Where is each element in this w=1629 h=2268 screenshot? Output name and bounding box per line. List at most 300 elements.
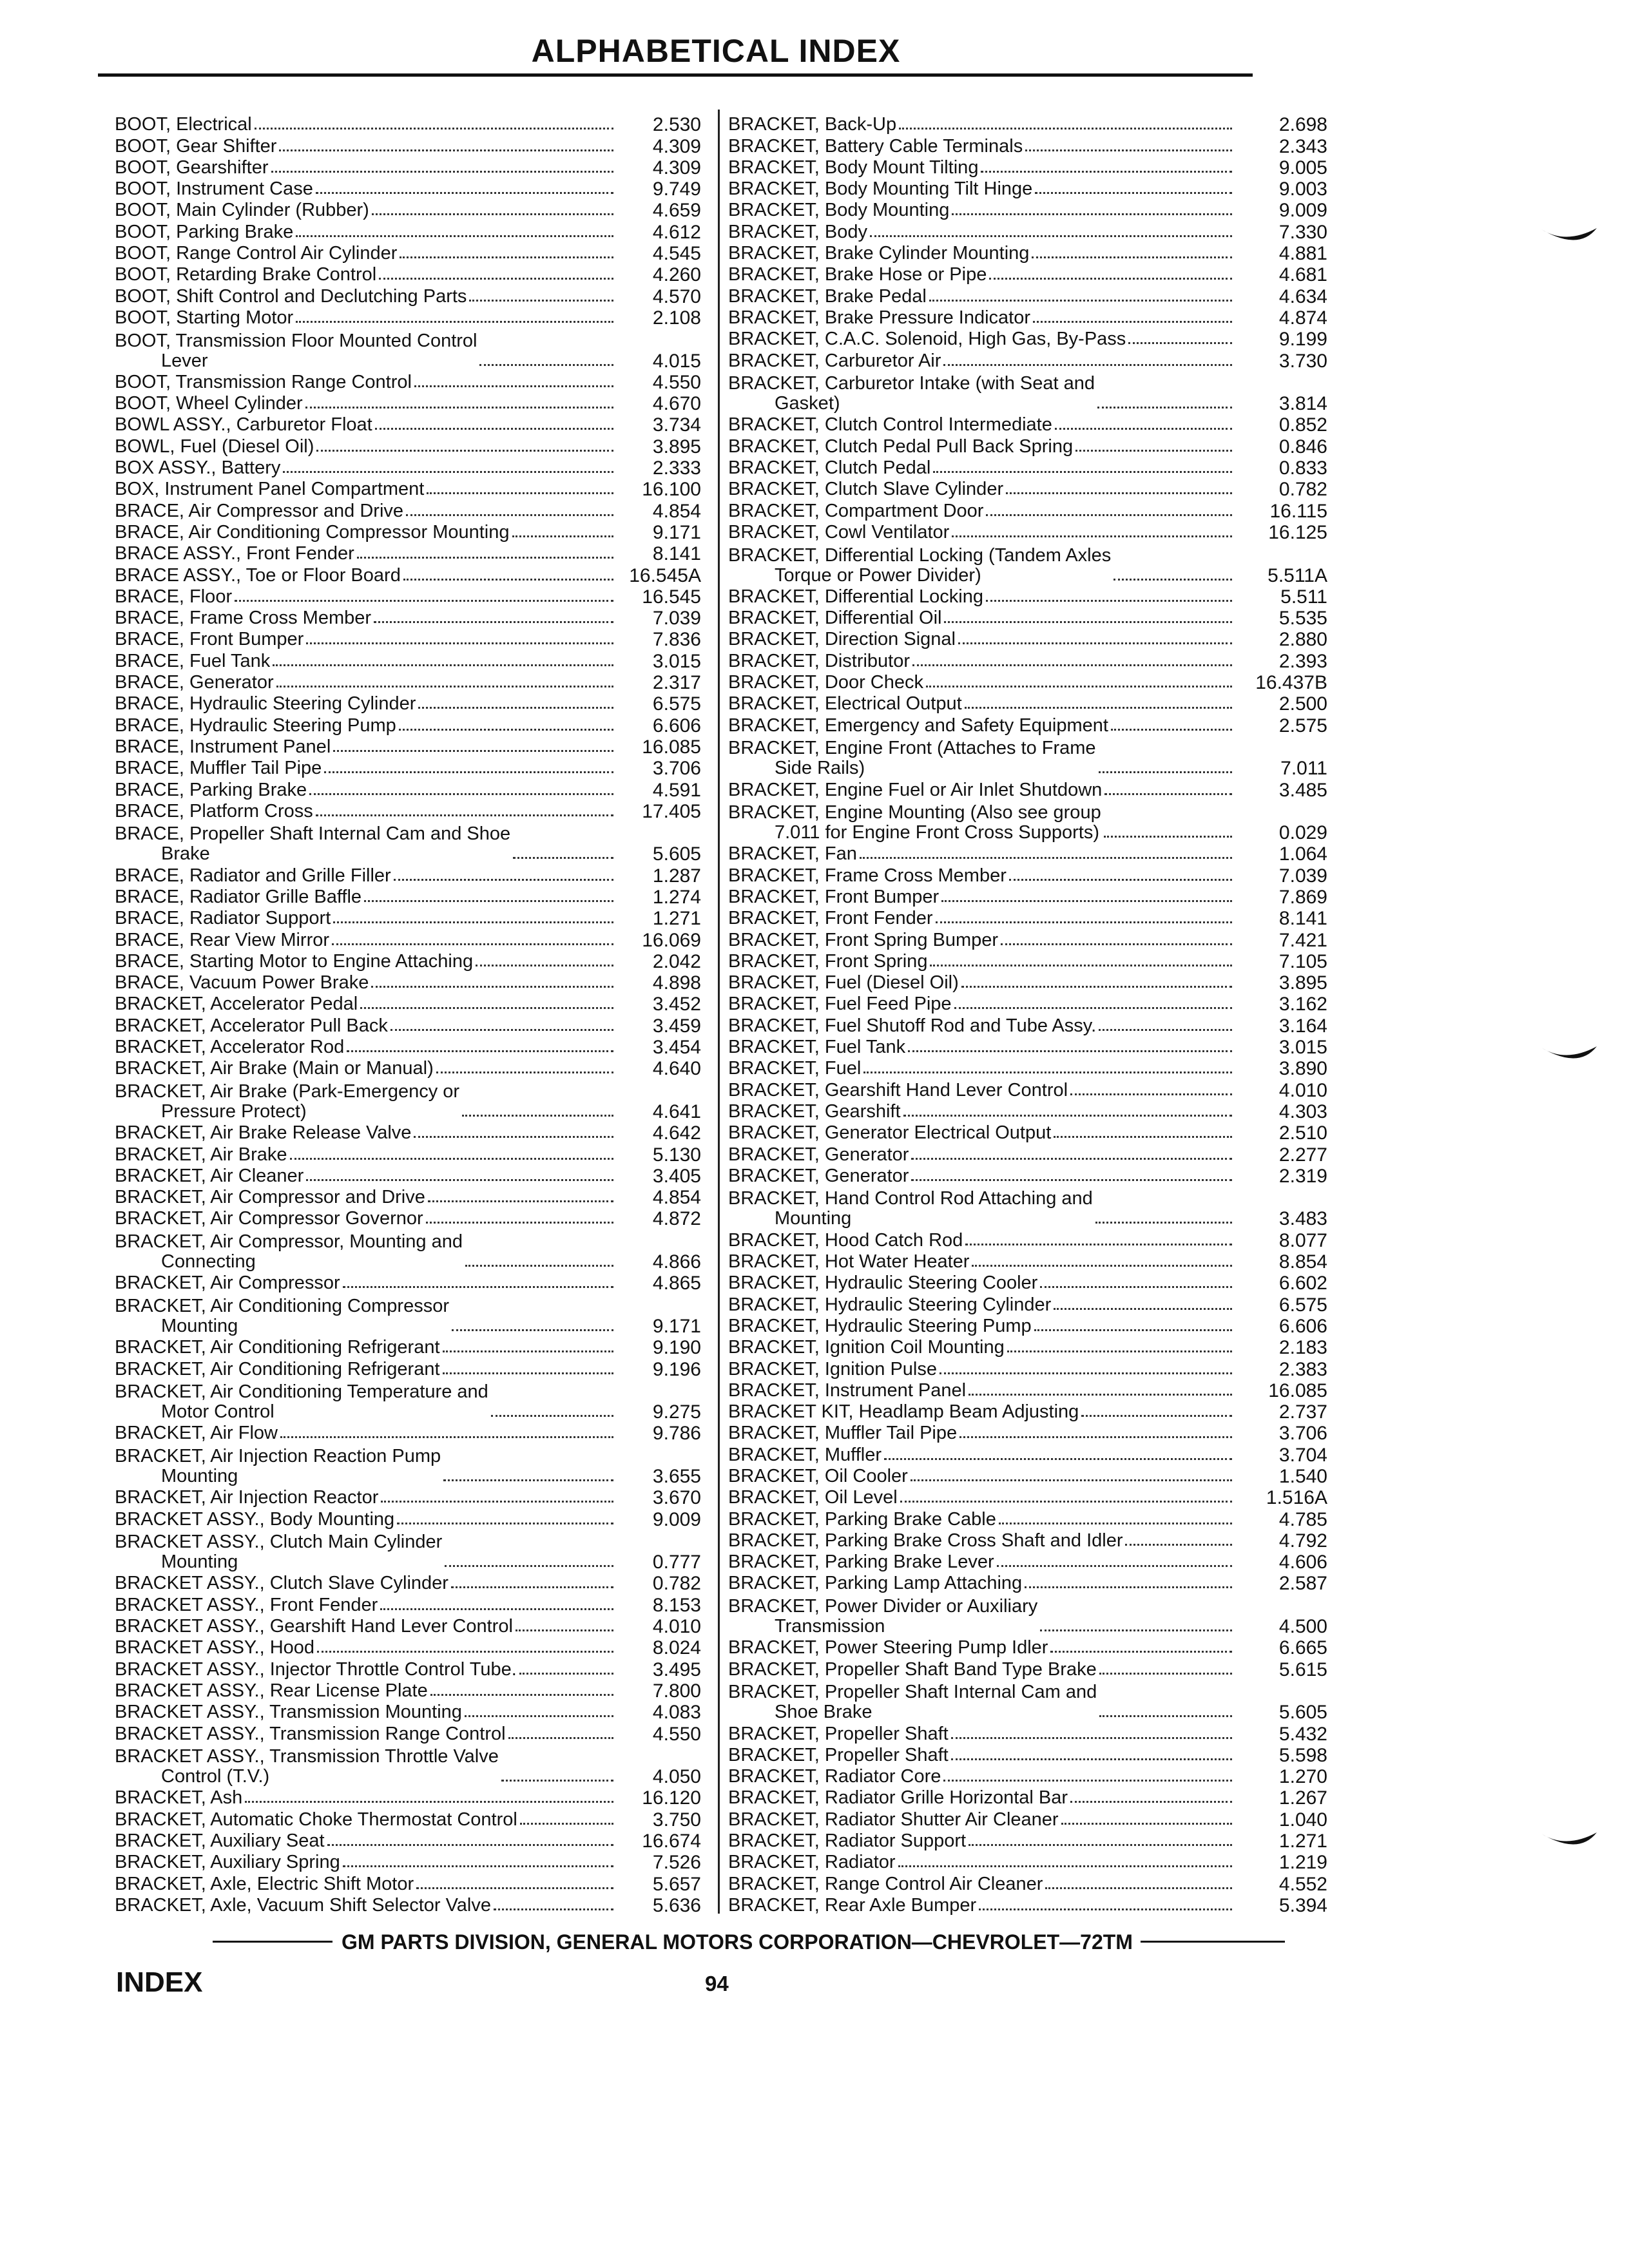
index-entry xyxy=(115,1872,701,1894)
dot-leader xyxy=(1055,428,1232,430)
entry-name: BRACKET ASSY., Transmission Range Control xyxy=(115,1724,506,1744)
index-entry xyxy=(115,928,701,950)
group-number: 2.383 xyxy=(1278,1358,1327,1380)
entry-name: BRACKET, Distributor xyxy=(728,651,911,671)
dot-leader xyxy=(1033,321,1232,323)
index-entry xyxy=(115,649,701,671)
group-number: 1.271 xyxy=(652,908,701,930)
entry-name: BRACKET, Radiator Shutter Air Cleaner xyxy=(728,1809,1059,1830)
entry-name: BRACKET, Air Brake (Park-Emergency or xyxy=(115,1081,460,1102)
index-entry xyxy=(728,371,1327,414)
dot-leader xyxy=(476,965,613,966)
index-entry xyxy=(115,757,701,778)
index-entry xyxy=(115,521,701,543)
entry-name: BRACE, Instrument Panel xyxy=(115,736,331,757)
entry-name: BRACKET, Propeller Shaft xyxy=(728,1724,949,1744)
entry-name: BRACKET, Accelerator Pull Back xyxy=(115,1015,388,1036)
dot-leader xyxy=(317,1651,613,1653)
index-entry xyxy=(728,907,1327,928)
group-number: 1.274 xyxy=(652,886,701,908)
dot-leader xyxy=(1111,729,1232,731)
dot-leader xyxy=(1001,943,1232,945)
index-entry xyxy=(115,457,701,478)
index-entry xyxy=(728,1143,1327,1164)
dot-leader xyxy=(1040,1286,1232,1288)
index-entry xyxy=(728,1036,1327,1057)
group-number: 4.854 xyxy=(652,500,701,522)
dot-leader xyxy=(343,1865,613,1867)
entry-name: BRACKET, Gearshift xyxy=(728,1101,901,1122)
dot-leader xyxy=(430,1694,613,1696)
entry-name: BRACKET, Generator xyxy=(728,1166,909,1186)
entry-name: BRACKET, Hydraulic Steering Cylinder xyxy=(728,1294,1052,1315)
group-number: 3.734 xyxy=(652,414,701,436)
group-number: 7.011 xyxy=(1280,758,1327,780)
entry-name-continuation: Mounting xyxy=(161,1552,238,1573)
index-entry xyxy=(115,414,701,435)
group-number: 2.108 xyxy=(652,307,701,329)
index-entry xyxy=(115,1851,701,1872)
group-number: 4.015 xyxy=(652,350,701,372)
index-entry xyxy=(115,1014,701,1035)
entry-name: BRACE, Platform Cross xyxy=(115,801,313,822)
index-entry xyxy=(115,307,701,328)
group-number: 3.495 xyxy=(652,1658,701,1680)
entry-name: BRACE, Starting Motor to Engine Attaching xyxy=(115,951,474,972)
entry-name: BRACKET, Air Conditioning Refrigerant xyxy=(115,1359,440,1379)
entry-name: BRACKET, Hydraulic Steering Pump xyxy=(728,1316,1032,1336)
index-entry xyxy=(728,307,1327,328)
entry-name: BRACKET, Brake Hose or Pipe xyxy=(728,265,987,285)
group-number: 1.064 xyxy=(1278,843,1327,865)
group-number: 4.641 xyxy=(652,1100,701,1122)
entry-name: BRACE, Vacuum Power Brake xyxy=(115,973,369,994)
entry-name: BRACKET, Hand Control Rod Attaching and xyxy=(728,1189,1093,1209)
dot-leader xyxy=(952,213,1232,215)
index-entry xyxy=(115,1701,701,1722)
group-number: 4.260 xyxy=(652,264,701,286)
dot-leader xyxy=(372,213,613,215)
dot-leader xyxy=(273,664,613,666)
entry-name: BRACKET, Electrical Output xyxy=(728,694,962,715)
entry-name: BRACKET, Power Steering Pump Idler xyxy=(728,1638,1048,1658)
entry-name: BRACKET, Auxiliary Seat xyxy=(115,1831,325,1852)
dot-leader xyxy=(333,750,613,752)
dot-leader xyxy=(951,1758,1232,1760)
group-number: 4.634 xyxy=(1278,285,1327,307)
dot-leader xyxy=(327,1844,613,1846)
entry-name: BRACE, Frame Cross Member xyxy=(115,608,372,629)
group-number: 4.083 xyxy=(652,1702,701,1724)
dot-leader xyxy=(1081,1415,1232,1417)
index-entry xyxy=(728,1014,1327,1035)
group-number: 7.105 xyxy=(1278,950,1327,972)
index-entry xyxy=(115,1336,701,1358)
index-entry xyxy=(115,1572,701,1593)
index-entry xyxy=(115,371,701,392)
entry-name: BRACKET, Back-Up xyxy=(728,115,897,135)
group-number: 4.872 xyxy=(652,1208,701,1230)
group-number: 7.869 xyxy=(1278,886,1327,908)
entry-name: BRACKET, Fan xyxy=(728,844,857,865)
entry-name: BRACE ASSY., Front Fender xyxy=(115,544,354,564)
index-entry xyxy=(728,1486,1327,1508)
entry-name: BRACKET ASSY., Injector Throttle Control Tube. xyxy=(115,1659,517,1680)
dot-leader xyxy=(1099,771,1232,773)
column-divider xyxy=(718,110,720,1914)
index-entry xyxy=(115,1293,701,1336)
group-number: 2.277 xyxy=(1278,1144,1327,1166)
index-entry xyxy=(115,972,701,993)
entry-name: BOOT, Starting Motor xyxy=(115,307,294,328)
dot-leader xyxy=(332,943,613,945)
group-number: 16.085 xyxy=(1268,1379,1327,1401)
index-entry xyxy=(115,1165,701,1186)
index-entry xyxy=(115,586,701,607)
dot-leader xyxy=(443,1372,613,1374)
entry-name: BRACKET, Emergency and Safety Equipment xyxy=(728,715,1108,736)
dot-leader xyxy=(999,1523,1232,1524)
entry-name: BRACKET, Brake Pedal xyxy=(728,286,927,307)
index-entry xyxy=(728,1872,1327,1894)
group-number: 2.319 xyxy=(1278,1165,1327,1187)
entry-name: BRACKET, Generator xyxy=(728,1144,909,1165)
dot-leader xyxy=(911,1179,1232,1181)
index-entry xyxy=(728,1508,1327,1529)
dot-leader xyxy=(380,1608,613,1610)
entry-name: BRACKET, Air Compressor, Mounting and xyxy=(115,1232,463,1253)
dot-leader xyxy=(958,642,1232,644)
index-entry xyxy=(728,1572,1327,1593)
entry-name: BRACKET ASSY., Hood xyxy=(115,1638,315,1658)
index-entry xyxy=(728,1229,1327,1250)
dot-leader xyxy=(462,1115,613,1117)
group-number: 4.898 xyxy=(652,972,701,994)
dot-leader xyxy=(943,1780,1232,1782)
entry-name: BOOT, Range Control Air Cylinder xyxy=(115,244,398,264)
entry-name: BOOT, Parking Brake xyxy=(115,222,294,242)
dot-leader xyxy=(986,600,1232,602)
dot-leader xyxy=(316,814,613,816)
entry-name: BRACKET, Oil Cooler xyxy=(728,1466,908,1486)
index-entry xyxy=(115,499,701,521)
dot-leader xyxy=(414,1136,613,1138)
index-entry xyxy=(728,714,1327,735)
index-entry xyxy=(115,822,701,865)
entry-name: BRACKET, Fuel xyxy=(728,1059,862,1079)
dot-leader xyxy=(965,1244,1232,1245)
index-entry xyxy=(115,1637,701,1658)
entry-name: BOOT, Gear Shifter xyxy=(115,136,277,157)
entry-name: BRACE ASSY., Toe or Floor Board xyxy=(115,565,401,586)
group-number: 0.846 xyxy=(1278,436,1327,457)
dot-leader xyxy=(884,1458,1232,1460)
index-entry xyxy=(115,950,701,972)
entry-name: BRACKET KIT, Headlamp Beam Adjusting xyxy=(728,1402,1079,1423)
dot-leader xyxy=(1104,836,1232,838)
group-number: 4.854 xyxy=(652,1187,701,1209)
index-entry xyxy=(115,199,701,220)
group-number: 7.330 xyxy=(1278,221,1327,243)
dot-leader xyxy=(360,1007,613,1009)
group-number: 4.606 xyxy=(1278,1552,1327,1573)
dot-leader xyxy=(1099,1673,1232,1675)
index-entry xyxy=(115,135,701,156)
index-entry xyxy=(728,1787,1327,1808)
entry-name: BOOT, Retarding Brake Control xyxy=(115,265,377,285)
dot-leader xyxy=(445,1565,613,1567)
group-number: 9.196 xyxy=(652,1358,701,1380)
dot-leader xyxy=(1054,1136,1232,1138)
entry-name-continuation: Brake xyxy=(161,843,210,865)
dot-leader xyxy=(364,900,613,902)
dot-leader xyxy=(1054,1308,1232,1310)
index-entry xyxy=(728,607,1327,628)
index-entry xyxy=(728,1637,1327,1658)
entry-name: BRACKET, Axle, Electric Shift Motor xyxy=(115,1874,414,1894)
index-entry xyxy=(728,414,1327,435)
index-entry xyxy=(728,328,1327,349)
page-number: 94 xyxy=(705,1972,729,1995)
index-entry xyxy=(728,1680,1327,1723)
entry-name: BRACKET, C.A.C. Solenoid, High Gas, By-Pass xyxy=(728,329,1126,350)
dot-leader xyxy=(347,1050,613,1052)
entry-name: BRACKET, Clutch Slave Cylinder xyxy=(728,479,1004,500)
dot-leader xyxy=(451,1586,613,1588)
index-entry xyxy=(728,886,1327,907)
group-number: 3.704 xyxy=(1278,1444,1327,1466)
dot-leader xyxy=(929,300,1232,302)
entry-name: BRACKET, Air Compressor Governor xyxy=(115,1209,423,1229)
dot-leader xyxy=(403,579,613,581)
index-entry xyxy=(728,1465,1327,1486)
entry-name: BRACKET, Front Bumper xyxy=(728,887,940,907)
index-entry xyxy=(728,1744,1327,1765)
dot-leader xyxy=(951,1737,1232,1739)
dot-leader xyxy=(465,1265,613,1267)
dot-leader xyxy=(969,1394,1232,1396)
group-number: 8.153 xyxy=(652,1594,701,1616)
index-entry xyxy=(115,736,701,757)
dot-leader xyxy=(969,1844,1232,1846)
index-entry xyxy=(115,886,701,907)
group-number: 2.587 xyxy=(1278,1573,1327,1595)
entry-name: BRACKET ASSY., Transmission Mounting xyxy=(115,1702,462,1723)
group-number: 7.039 xyxy=(1278,865,1327,887)
entry-name: BRACKET, Engine Front (Attaches to Frame xyxy=(728,738,1096,759)
entry-name: BRACE, Propeller Shaft Internal Cam and Shoe xyxy=(115,824,511,845)
entry-name: BRACE, Air Compressor and Drive xyxy=(115,501,404,521)
group-number: 3.162 xyxy=(1278,994,1327,1015)
dot-leader xyxy=(316,192,613,194)
entry-name: BRACKET, Oil Level xyxy=(728,1488,898,1508)
dot-leader xyxy=(986,514,1232,516)
dot-leader xyxy=(416,1887,613,1889)
index-entry xyxy=(728,1358,1327,1379)
group-number: 3.459 xyxy=(652,1015,701,1037)
group-number: 16.100 xyxy=(642,479,701,501)
group-number: 1.040 xyxy=(1278,1809,1327,1831)
entry-name: BRACKET, Radiator Grille Horizontal Bar xyxy=(728,1788,1068,1809)
dot-leader xyxy=(1113,579,1232,581)
index-entry xyxy=(115,1658,701,1679)
dot-leader xyxy=(381,1501,613,1503)
dot-leader xyxy=(276,686,613,687)
entry-name: BRACKET, Ignition Pulse xyxy=(728,1359,937,1379)
dot-leader xyxy=(903,1115,1232,1117)
group-number: 3.454 xyxy=(652,1037,701,1059)
dot-leader xyxy=(1061,1823,1232,1825)
footer-rule-right xyxy=(1141,1941,1285,1943)
dot-leader xyxy=(400,256,613,258)
index-entry xyxy=(115,607,701,628)
dot-leader xyxy=(513,857,613,859)
entry-name: BRACKET, Auxiliary Spring xyxy=(115,1852,340,1873)
group-number: 5.130 xyxy=(652,1144,701,1166)
entry-name: BRACE, Fuel Tank xyxy=(115,651,271,671)
group-number: 4.050 xyxy=(652,1766,701,1788)
dot-leader xyxy=(428,1200,613,1202)
entry-name: BRACKET, Hydraulic Steering Cooler xyxy=(728,1273,1038,1294)
index-entry xyxy=(115,1272,701,1293)
dot-leader xyxy=(255,128,613,130)
dot-leader xyxy=(972,1265,1232,1267)
dot-leader xyxy=(1070,1801,1232,1803)
index-entry xyxy=(115,1379,701,1423)
index-entry xyxy=(728,1186,1327,1229)
entry-name: BRACKET, Radiator xyxy=(728,1852,896,1873)
dot-leader xyxy=(414,385,613,387)
entry-name: BRACKET, Differential Locking (Tandem Axles xyxy=(728,545,1112,566)
group-number: 3.015 xyxy=(652,650,701,672)
entry-name: BOOT, Electrical xyxy=(115,115,252,135)
entry-name: BRACKET, Propeller Shaft Band Type Brake xyxy=(728,1659,1097,1680)
index-entry xyxy=(728,178,1327,199)
index-entry xyxy=(115,564,701,585)
entry-name: BRACE, Hydraulic Steering Cylinder xyxy=(115,694,416,715)
entry-name: BRACKET, Air Brake Release Valve xyxy=(115,1123,412,1144)
group-number: 9.199 xyxy=(1278,329,1327,351)
dot-leader xyxy=(954,1007,1232,1009)
dot-leader xyxy=(426,1222,613,1224)
entry-name: BRACKET, Air Injection Reaction Pump xyxy=(115,1446,441,1466)
entry-name: BRACKET, Generator Electrical Output xyxy=(728,1123,1052,1144)
index-entry xyxy=(728,950,1327,972)
group-number: 16.674 xyxy=(642,1831,701,1852)
group-number: 16.437B xyxy=(1255,672,1327,694)
group-number: 4.309 xyxy=(652,135,701,157)
index-entry xyxy=(115,435,701,456)
group-number: 4.591 xyxy=(652,779,701,801)
index-entry xyxy=(115,1079,701,1122)
index-entry xyxy=(728,457,1327,478)
group-number: 3.164 xyxy=(1278,1015,1327,1037)
index-entry xyxy=(115,778,701,800)
dot-leader xyxy=(271,171,613,173)
entry-name: BOWL, Fuel (Diesel Oil) xyxy=(115,436,314,457)
index-entry xyxy=(115,157,701,178)
dot-leader xyxy=(959,1436,1232,1438)
index-entry xyxy=(115,1744,701,1787)
index-entry xyxy=(115,1722,701,1744)
index-entry xyxy=(728,1551,1327,1572)
entry-name: BRACKET, Parking Brake Lever xyxy=(728,1552,994,1573)
entry-name: BRACKET, Instrument Panel xyxy=(728,1380,967,1401)
index-entry xyxy=(115,392,701,414)
entry-name-continuation: Shoe Brake xyxy=(775,1702,872,1723)
entry-name: BRACKET, Body Mount Tilting xyxy=(728,157,979,178)
group-number: 7.039 xyxy=(652,608,701,629)
group-number: 16.069 xyxy=(642,929,701,951)
dot-leader xyxy=(479,364,613,366)
index-entry xyxy=(115,1186,701,1207)
group-number: 2.698 xyxy=(1278,114,1327,136)
dot-leader xyxy=(309,793,613,795)
index-entry xyxy=(115,1680,701,1701)
dot-leader xyxy=(279,149,613,151)
entry-name: BOX ASSY., Battery xyxy=(115,458,281,479)
entry-name-continuation: Side Rails) xyxy=(775,758,865,779)
index-entry xyxy=(728,199,1327,220)
dot-leader xyxy=(333,921,613,923)
entry-name: BOOT, Transmission Floor Mounted Control xyxy=(115,331,477,351)
entry-name-continuation: Mounting xyxy=(775,1208,852,1229)
entry-name: BRACKET, Gearshift Hand Lever Control xyxy=(728,1080,1068,1100)
group-number: 0.777 xyxy=(652,1552,701,1573)
footer-text: GM PARTS DIVISION, GENERAL MOTORS CORPORATION—CHEVROLET—72TM xyxy=(342,1930,1133,1954)
dot-leader xyxy=(357,557,613,559)
index-entry xyxy=(115,714,701,735)
dot-leader xyxy=(1007,1350,1232,1352)
dot-leader xyxy=(465,1715,613,1717)
entry-name: BRACE, Floor xyxy=(115,586,233,607)
dot-leader xyxy=(418,707,613,709)
group-number: 8.077 xyxy=(1278,1229,1327,1251)
index-entry xyxy=(728,1165,1327,1186)
group-number: 1.267 xyxy=(1278,1787,1327,1809)
group-number: 5.605 xyxy=(1278,1702,1327,1724)
dot-leader xyxy=(316,450,613,452)
entry-name-continuation: Motor Control xyxy=(161,1401,275,1423)
entry-name: BRACKET, Air Conditioning Refrigerant xyxy=(115,1338,440,1358)
group-number: 4.550 xyxy=(652,1723,701,1745)
dot-leader xyxy=(290,1158,613,1160)
entry-name: BRACKET, Frame Cross Member xyxy=(728,865,1007,886)
dot-leader xyxy=(324,771,613,773)
entry-name: BRACKET, Brake Cylinder Mounting xyxy=(728,244,1030,264)
dot-leader xyxy=(379,278,613,280)
entry-name-continuation: 7.011 for Engine Front Cross Supports) xyxy=(775,822,1099,843)
group-number: 1.219 xyxy=(1278,1852,1327,1874)
entry-name: BRACKET, Clutch Pedal Pull Back Spring xyxy=(728,436,1074,457)
entry-name: BRACKET, Parking Brake Cross Shaft and Idler xyxy=(728,1530,1123,1551)
index-entry xyxy=(728,1593,1327,1637)
dot-leader xyxy=(280,1436,613,1438)
group-number: 4.874 xyxy=(1278,307,1327,329)
index-entry xyxy=(115,1358,701,1379)
group-number: 7.800 xyxy=(652,1680,701,1702)
group-number: 9.190 xyxy=(652,1337,701,1359)
dot-leader xyxy=(397,1523,613,1524)
entry-name: BRACKET ASSY., Clutch Main Cylinder xyxy=(115,1532,443,1553)
group-number: 4.010 xyxy=(652,1616,701,1638)
entry-name: BRACKET, Propeller Shaft xyxy=(728,1745,949,1765)
group-number: 2.042 xyxy=(652,950,701,972)
group-number: 5.636 xyxy=(652,1894,701,1916)
group-number: 3.485 xyxy=(1278,779,1327,801)
index-entry xyxy=(728,264,1327,285)
dot-leader xyxy=(235,600,613,602)
